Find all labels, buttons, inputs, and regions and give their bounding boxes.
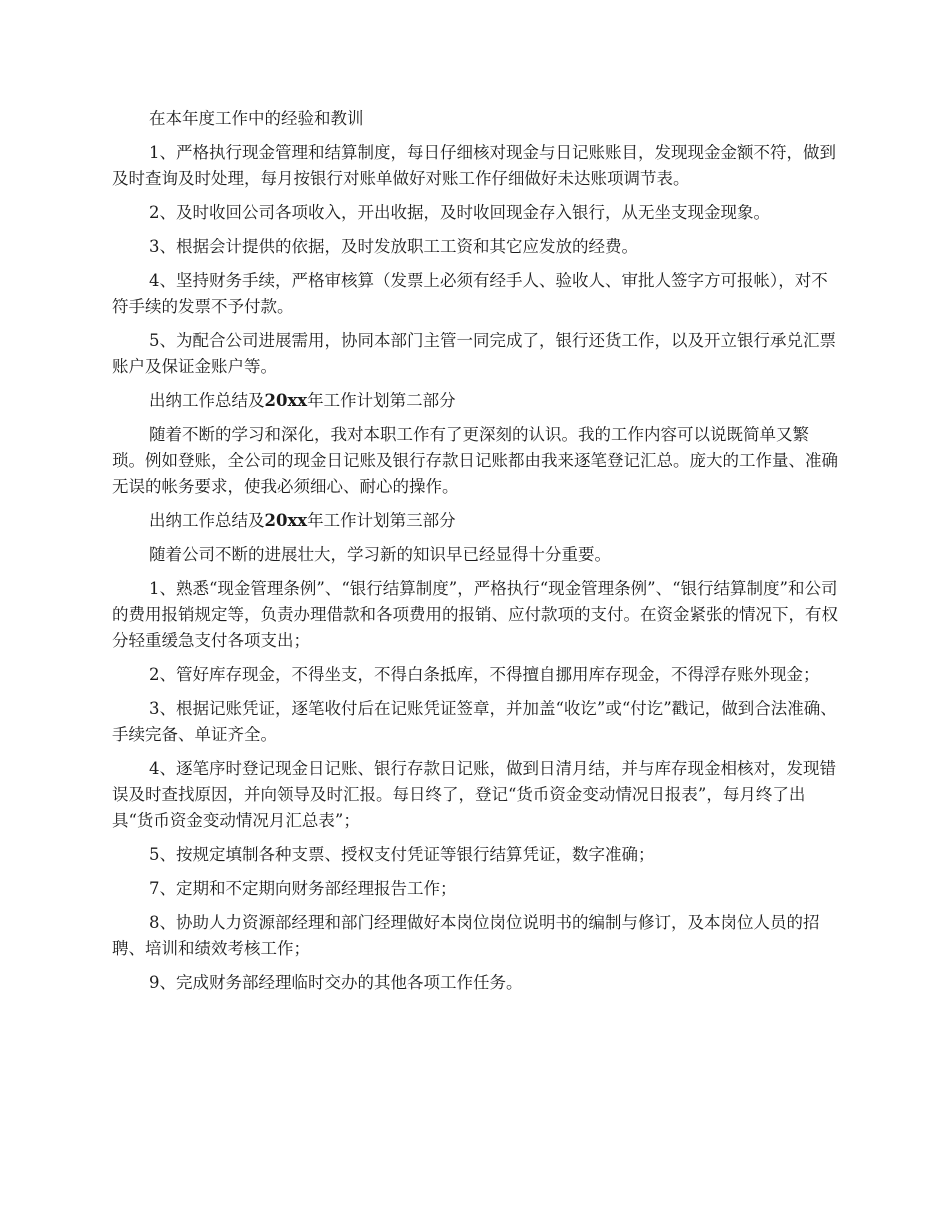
paragraph-item-2: 2、及时收回公司各项收入，开出收据，及时收回现金存入银行，从无坐支现金现象。: [149, 203, 770, 222]
heading-year: 20xx: [264, 391, 308, 410]
heading-suffix: 年工作计划第二部分: [307, 391, 456, 410]
heading-year: 20xx: [264, 511, 308, 530]
duty-item-2: 2、管好库存现金，不得坐支，不得白条抵库，不得擅自挪用库存现金，不得浮存账外现金；: [149, 665, 820, 684]
duty-item-5: 5、按规定填制各种支票、授权支付凭证等银行结算凭证，数字准确；: [149, 845, 655, 864]
duty-item-1: 1、熟悉“现金管理条例”、“银行结算制度”，严格执行“现金管理条例”、“银行结算制度”和公司的费用报销规定等，负责办理借款和各项费用的报销、应付款项的支付。在资金紧张的情况下，有权分轻重缓急支付各项支出；: [112, 579, 838, 650]
paragraph-part-two-body: 随着不断的学习和深化，我对本职工作有了更深刻的认识。我的工作内容可以说既简单又繁琐。例如登账，全公司的现金日记账及银行存款日记账都由我来逐笔登记汇总。庞大的工作量、准确无误的帐务要求，使我必须细心、耐心的操作。: [112, 425, 838, 496]
heading-suffix: 年工作计划第三部分: [307, 511, 456, 530]
section-heading-experience: 在本年度工作中的经验和教训: [149, 109, 364, 128]
duty-item-3: 3、根据记账凭证，逐笔收付后在记账凭证签章，并加盖“收讫”或“付讫”戳记，做到合法准确、手续完备、单证齐全。: [112, 699, 837, 744]
paragraph-item-3: 3、根据会计提供的依据，及时发放职工工资和其它应发放的经费。: [149, 237, 638, 256]
paragraph-item-5: 5、为配合公司进展需用，协同本部门主管一同完成了，银行还货工作，以及开立银行承兑汇票账户及保证金账户等。: [112, 331, 836, 376]
heading-prefix: 出纳工作总结及: [149, 391, 265, 410]
section-heading-part-three: [112, 508, 838, 534]
section-heading-part-two: [112, 388, 838, 414]
duty-item-7: 7、定期和不定期向财务部经理报告工作；: [149, 879, 457, 898]
paragraph-item-1: 1、严格执行现金管理和结算制度，每日仔细核对现金与日记账账目，发现现金金额不符，做到及时查询及时处理，每月按银行对账单做好对账工作仔细做好未达账项调节表。: [112, 143, 836, 188]
heading-prefix: 出纳工作总结及: [149, 511, 265, 530]
paragraph-item-4: 4、坚持财务手续，严格审核算（发票上必须有经手人、验收人、审批人签字方可报帐），对不符手续的发票不予付款。: [112, 271, 828, 316]
paragraph-part-three-intro: 随着公司不断的进展壮大，学习新的知识早已经显得十分重要。: [149, 545, 611, 564]
duty-item-4: 4、逐笔序时登记现金日记账、银行存款日记账，做到日清月结，并与库存现金相核对，发现错误及时查找原因，并向领导及时汇报。每日终了，登记“货币资金变动情况日报表”，每月终了出具“货币资金变动情况月汇总表”；: [112, 759, 836, 830]
duty-item-9: 9、完成财务部经理临时交办的其他各项工作任务。: [149, 973, 523, 992]
document-body: [112, 106, 838, 1004]
duty-item-8: 8、协助人力资源部经理和部门经理做好本岗位岗位说明书的编制与修订，及本岗位人员的招聘、培训和绩效考核工作；: [112, 913, 820, 958]
